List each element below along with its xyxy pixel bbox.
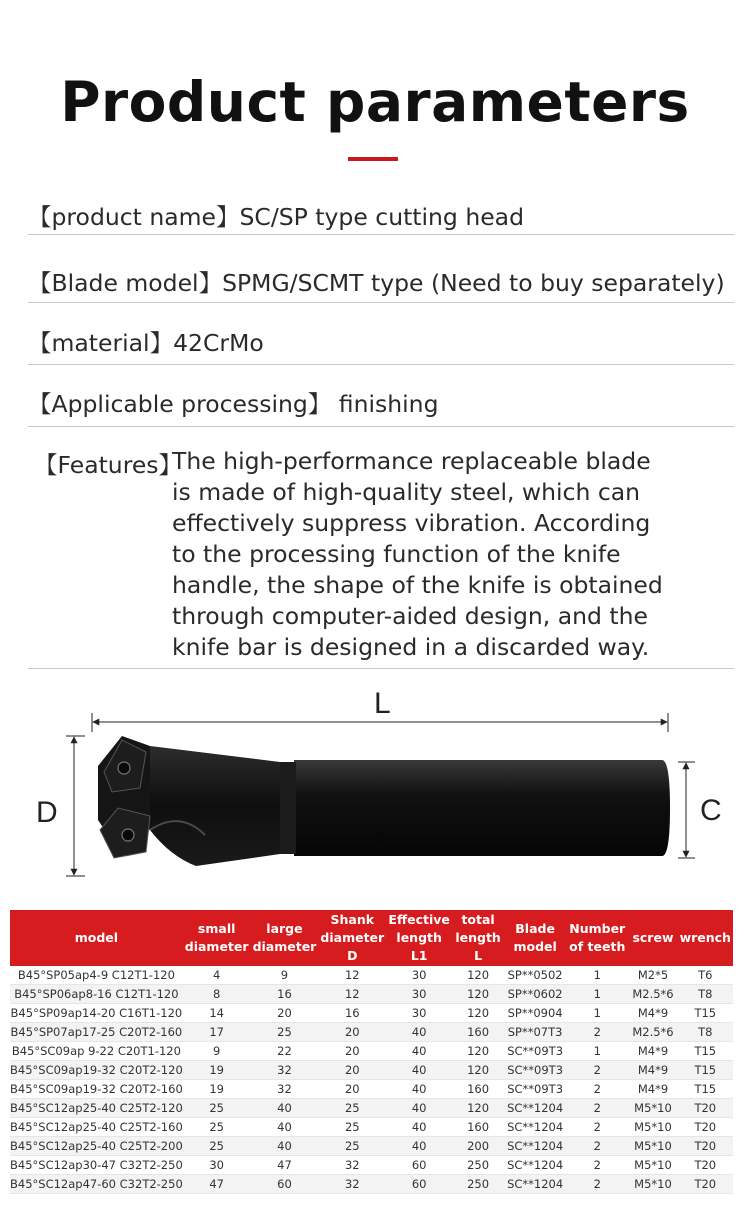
table-cell: 25 <box>183 1137 251 1156</box>
table-cell: T6 <box>678 966 733 985</box>
table-cell: SP**0502 <box>504 966 566 985</box>
table-cell: M5*10 <box>628 1099 677 1118</box>
column-header: Number of teeth <box>566 910 628 966</box>
table-cell: SP**0602 <box>504 985 566 1004</box>
table-cell: M2.5*6 <box>628 1023 677 1042</box>
table-cell: M5*10 <box>628 1118 677 1137</box>
table-cell: 9 <box>183 1042 251 1061</box>
table-row <box>10 966 733 985</box>
table-cell: SC**1204 <box>504 1118 566 1137</box>
features-text <box>172 446 712 663</box>
features-line: The high-performance replaceable blade <box>172 447 651 475</box>
divider <box>28 364 734 365</box>
features-line: to the processing function of the knife <box>172 540 621 568</box>
table-cell: 120 <box>452 966 504 985</box>
spec-applicable-processing <box>28 385 734 419</box>
table-cell: T20 <box>678 1156 733 1175</box>
table-cell: T8 <box>678 985 733 1004</box>
parameter-table <box>10 910 733 1194</box>
insert-screw-icon <box>118 762 130 774</box>
table-cell: B45°SC12ap47-60 C32T2-250 <box>10 1175 183 1194</box>
table-cell: SC**1204 <box>504 1156 566 1175</box>
table-cell: B45°SP09ap14-20 C16T1-120 <box>10 1004 183 1023</box>
table-row <box>10 1042 733 1061</box>
table-cell: 60 <box>251 1175 319 1194</box>
table-cell: 120 <box>452 1042 504 1061</box>
column-header: small diameter <box>183 910 251 966</box>
column-header: Blade model <box>504 910 566 966</box>
table-cell: SC**09T3 <box>504 1061 566 1080</box>
table-cell: 2 <box>566 1023 628 1042</box>
table-cell: 20 <box>318 1080 386 1099</box>
table-row <box>10 1118 733 1137</box>
table-cell: SP**07T3 <box>504 1023 566 1042</box>
table-cell: B45°SC12ap30-47 C32T2-250 <box>10 1156 183 1175</box>
table-cell: 1 <box>566 1042 628 1061</box>
spec-key: 【Applicable processing】 <box>28 390 332 418</box>
table-cell: M4*9 <box>628 1080 677 1099</box>
table-cell: 40 <box>251 1099 319 1118</box>
table-cell: 120 <box>452 985 504 1004</box>
table-cell: 120 <box>452 1061 504 1080</box>
table-cell: 2 <box>566 1137 628 1156</box>
divider <box>28 426 734 427</box>
table-cell: M5*10 <box>628 1137 677 1156</box>
table-cell: B45°SC09ap19-32 C20T2-160 <box>10 1080 183 1099</box>
table-cell: 250 <box>452 1175 504 1194</box>
table-cell: SC**09T3 <box>504 1042 566 1061</box>
table-cell: 40 <box>386 1080 452 1099</box>
table-cell: 120 <box>452 1099 504 1118</box>
table-cell: T15 <box>678 1080 733 1099</box>
table-cell: 47 <box>251 1156 319 1175</box>
table-cell: B45°SC09ap19-32 C20T2-120 <box>10 1061 183 1080</box>
table-cell: 32 <box>251 1080 319 1099</box>
table-cell: 19 <box>183 1080 251 1099</box>
table-cell: 30 <box>183 1156 251 1175</box>
divider <box>28 668 734 669</box>
length-label: L <box>374 687 391 720</box>
spec-value: SPMG/SCMT type (Need to buy separately) <box>222 269 725 297</box>
table-cell: 60 <box>386 1175 452 1194</box>
table-cell: T15 <box>678 1004 733 1023</box>
spec-key: 【material】 <box>28 329 174 357</box>
table-cell: 30 <box>386 1004 452 1023</box>
tool-dimension-diagram <box>0 680 750 890</box>
column-header: screw <box>628 910 677 966</box>
table-cell: 32 <box>251 1061 319 1080</box>
table-cell: M4*9 <box>628 1042 677 1061</box>
features-line: handle, the shape of the knife is obtained <box>172 571 663 599</box>
table-cell: 47 <box>183 1175 251 1194</box>
table-cell: 14 <box>183 1004 251 1023</box>
table-cell: M2.5*6 <box>628 985 677 1004</box>
tool-neck <box>278 762 296 854</box>
table-cell: 2 <box>566 1118 628 1137</box>
table-cell: 20 <box>318 1042 386 1061</box>
table-cell: B45°SC12ap25-40 C25T2-120 <box>10 1099 183 1118</box>
title-underline <box>348 157 398 161</box>
column-header: Shank diameter D <box>318 910 386 966</box>
table-cell: 32 <box>318 1156 386 1175</box>
divider <box>28 234 734 235</box>
table-cell: 250 <box>452 1156 504 1175</box>
table-cell: 120 <box>452 1004 504 1023</box>
table-cell: SC**09T3 <box>504 1080 566 1099</box>
table-cell: 4 <box>183 966 251 985</box>
table-row <box>10 1099 733 1118</box>
table-header-row <box>10 910 733 966</box>
table-cell: B45°SP05ap4-9 C12T1-120 <box>10 966 183 985</box>
spec-key: 【product name】 <box>28 203 240 231</box>
table-cell: 40 <box>251 1137 319 1156</box>
table-row <box>10 1023 733 1042</box>
head-diameter-label: D <box>36 796 58 829</box>
table-cell: M4*9 <box>628 1061 677 1080</box>
table-cell: 20 <box>318 1023 386 1042</box>
table-cell: SP**0904 <box>504 1004 566 1023</box>
table-cell: 1 <box>566 985 628 1004</box>
table-cell: M5*10 <box>628 1175 677 1194</box>
table-cell: 19 <box>183 1061 251 1080</box>
table-cell: B45°SC12ap25-40 C25T2-200 <box>10 1137 183 1156</box>
table-row <box>10 1175 733 1194</box>
table-cell: SC**1204 <box>504 1175 566 1194</box>
table-cell: B45°SP07ap17-25 C20T2-160 <box>10 1023 183 1042</box>
table-cell: 25 <box>318 1137 386 1156</box>
table-cell: 2 <box>566 1156 628 1175</box>
table-cell: 160 <box>452 1080 504 1099</box>
table-cell: 22 <box>251 1042 319 1061</box>
table-cell: 40 <box>386 1099 452 1118</box>
divider <box>28 302 734 303</box>
table-row <box>10 1156 733 1175</box>
features-line: through computer-aided design, and the <box>172 602 648 630</box>
spec-value: SC/SP type cutting head <box>239 203 524 231</box>
shank-diameter-label: C <box>700 794 722 827</box>
table-cell: 40 <box>386 1061 452 1080</box>
tool-shank <box>294 760 670 856</box>
table-cell: 30 <box>386 985 452 1004</box>
table-cell: 25 <box>251 1023 319 1042</box>
table-cell: 30 <box>386 966 452 985</box>
column-header: Effective length L1 <box>386 910 452 966</box>
table-cell: B45°SP06ap8-16 C12T1-120 <box>10 985 183 1004</box>
table-row <box>10 1137 733 1156</box>
table-cell: 2 <box>566 1080 628 1099</box>
column-header: wrench <box>678 910 733 966</box>
table-row <box>10 1004 733 1023</box>
insert-screw-icon <box>122 829 134 841</box>
table-cell: SC**1204 <box>504 1137 566 1156</box>
column-header: model <box>10 910 183 966</box>
features-line: is made of high-quality steel, which can <box>172 478 641 506</box>
table-cell: 8 <box>183 985 251 1004</box>
table-cell: 9 <box>251 966 319 985</box>
table-cell: T15 <box>678 1061 733 1080</box>
table-cell: 60 <box>386 1156 452 1175</box>
features-line: knife bar is designed in a discarded way. <box>172 633 650 661</box>
table-cell: 160 <box>452 1023 504 1042</box>
table-cell: B45°SC12ap25-40 C25T2-160 <box>10 1118 183 1137</box>
table-cell: 40 <box>386 1023 452 1042</box>
table-cell: T8 <box>678 1023 733 1042</box>
table-cell: 20 <box>318 1061 386 1080</box>
table-cell: 16 <box>318 1004 386 1023</box>
table-cell: 40 <box>386 1042 452 1061</box>
table-cell: 40 <box>251 1118 319 1137</box>
table-cell: 1 <box>566 966 628 985</box>
table-cell: T20 <box>678 1137 733 1156</box>
table-cell: M4*9 <box>628 1004 677 1023</box>
table-row <box>10 1061 733 1080</box>
table-cell: 25 <box>318 1099 386 1118</box>
table-cell: 25 <box>183 1118 251 1137</box>
table-cell: 17 <box>183 1023 251 1042</box>
table-cell: B45°SC09ap 9-22 C20T1-120 <box>10 1042 183 1061</box>
table-cell: 32 <box>318 1175 386 1194</box>
column-header: total length L <box>452 910 504 966</box>
column-header: large diameter <box>251 910 319 966</box>
spec-value: finishing <box>331 390 439 418</box>
table-cell: M2*5 <box>628 966 677 985</box>
spec-material <box>28 324 734 358</box>
features-line: effectively suppress vibration. According <box>172 509 651 537</box>
table-cell: 16 <box>251 985 319 1004</box>
table-cell: 40 <box>386 1137 452 1156</box>
table-cell: SC**1204 <box>504 1099 566 1118</box>
table-row <box>10 985 733 1004</box>
table-cell: 2 <box>566 1099 628 1118</box>
page-title: Product parameters <box>60 70 690 134</box>
table-cell: T15 <box>678 1042 733 1061</box>
tool-body <box>150 746 280 866</box>
table-cell: 12 <box>318 966 386 985</box>
table-cell: 1 <box>566 1004 628 1023</box>
table-cell: 160 <box>452 1118 504 1137</box>
table-cell: 25 <box>183 1099 251 1118</box>
spec-key: 【Features】 <box>34 451 183 479</box>
table-cell: 2 <box>566 1061 628 1080</box>
spec-blade-model <box>28 264 734 298</box>
table-cell: 25 <box>318 1118 386 1137</box>
table-cell: 12 <box>318 985 386 1004</box>
table-cell: 2 <box>566 1175 628 1194</box>
table-cell: 20 <box>251 1004 319 1023</box>
table-cell: T20 <box>678 1099 733 1118</box>
table-cell: T20 <box>678 1118 733 1137</box>
spec-key: 【Blade model】 <box>28 269 223 297</box>
spec-product-name <box>28 198 734 232</box>
table-cell: 40 <box>386 1118 452 1137</box>
table-cell: T20 <box>678 1175 733 1194</box>
table-cell: 200 <box>452 1137 504 1156</box>
table-row <box>10 1080 733 1099</box>
table-cell: M5*10 <box>628 1156 677 1175</box>
spec-value: 42CrMo <box>173 329 264 357</box>
